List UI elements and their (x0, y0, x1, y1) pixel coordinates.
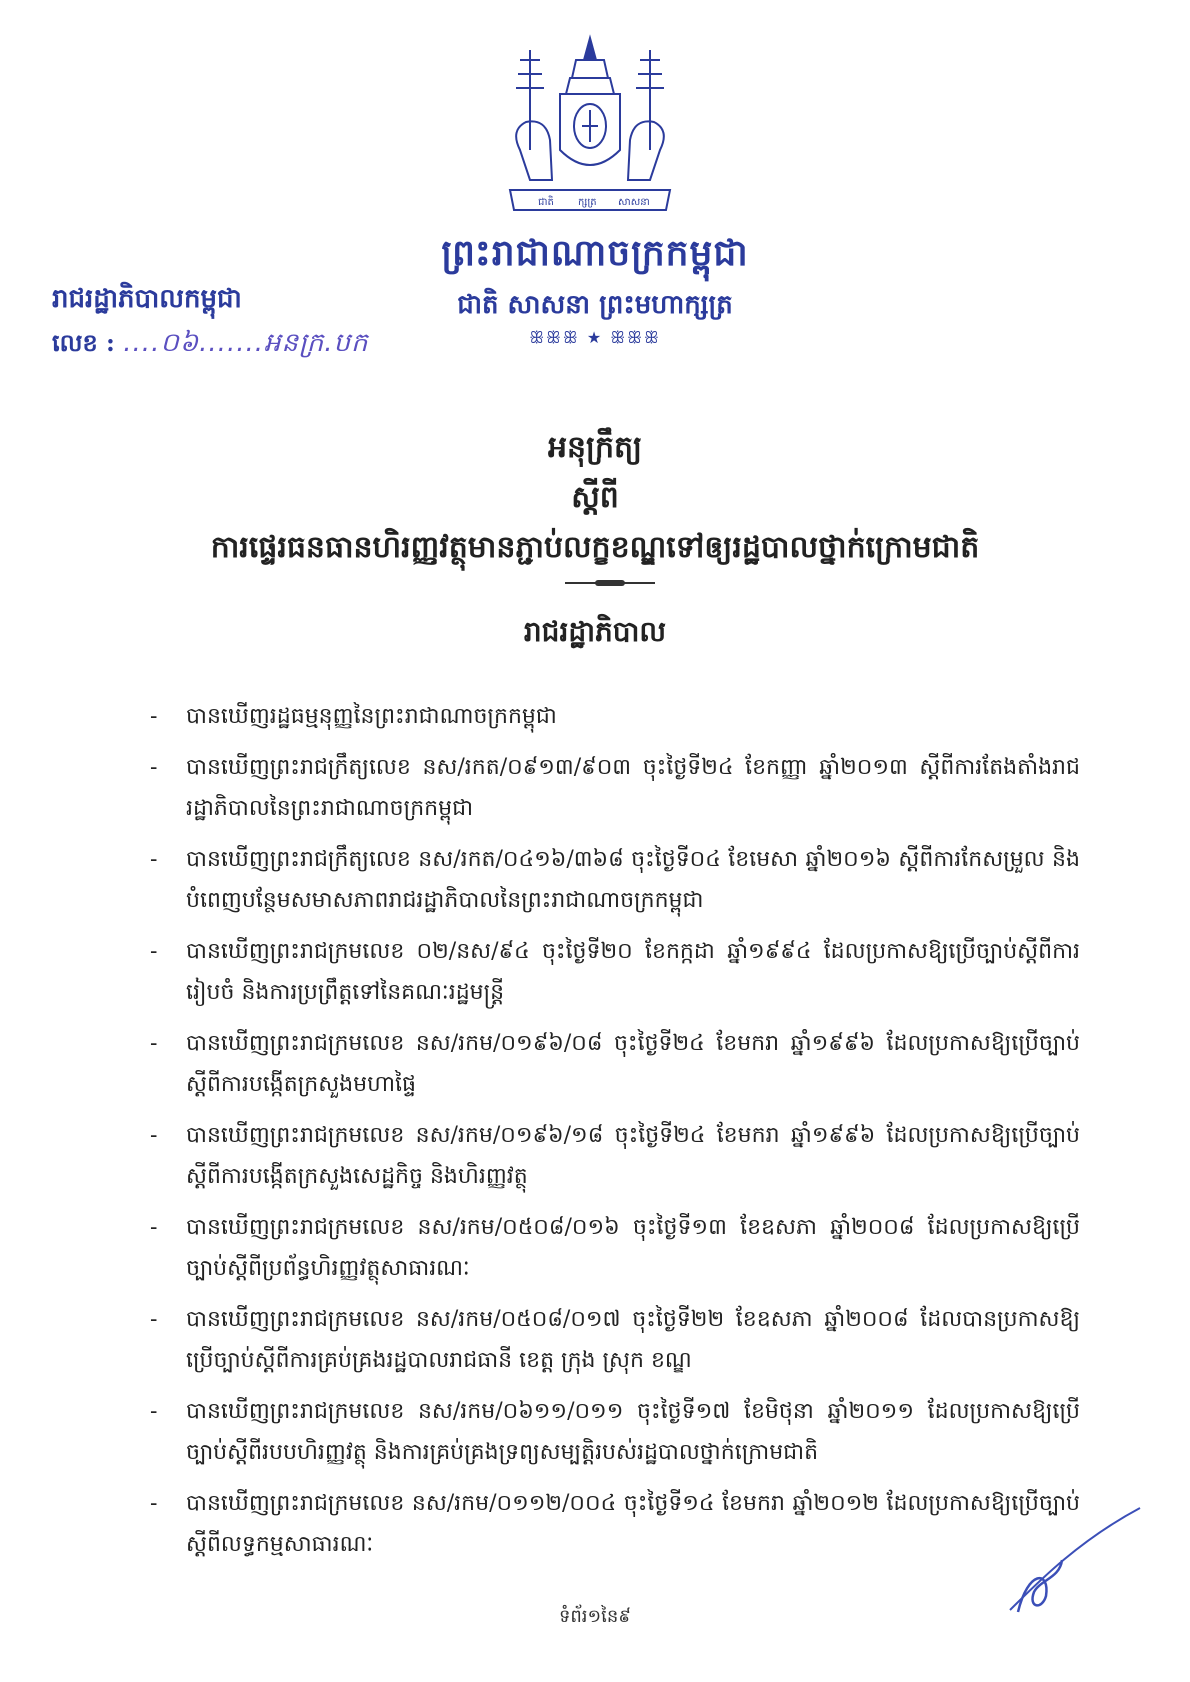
reference-number (52, 326, 369, 364)
list-item: - បានឃើញព្រះរាជក្រមលេខ នស/រកម/០១៩៦/១៨ ចុះថ្ងៃទី២៤ ខែមករា ឆ្នាំ១៩៩៦ ដែលប្រកាសឱ្យប្រើច្បាប់ស្តីពីការបង្កើតក្រសួងសេដ្ឋកិច្ច និងហិរញ្ញវត្ថុ (150, 1123, 1080, 1189)
royal-coat-of-arms-icon (490, 30, 690, 230)
legal-basis-list (150, 696, 1080, 1575)
title-divider (565, 582, 655, 584)
list-item: - បានឃើញព្រះរាជក្រមលេខ នស/រកម/០៦១១/០១១ ចុះថ្ងៃទី១៧ ខែមិថុនា ឆ្នាំ២០១១ ដែលប្រកាសឱ្យប្រើច្បាប់ស្តីពីរបបហិរញ្ញវត្ថុ និងការគ្រប់គ្រងទ្រព្យសម្បត្តិរបស់រដ្ឋបាលថ្នាក់ក្រោមជាតិ (150, 1399, 1080, 1465)
list-item: - បានឃើញព្រះរាជក្រមលេខ នស/រកម/០១១២/០០៤ ចុះថ្ងៃទី១៤ ខែមករា ឆ្នាំ២០១២ ដែលប្រកាសឱ្យប្រើច្បាប់ស្តីពីលទ្ធកម្មសាធារណៈ (150, 1491, 1080, 1557)
issuer-name: រាជរដ្ឋាភិបាលកម្ពុជា (52, 284, 242, 314)
ribbon-text-religion: សាសនា (618, 197, 650, 208)
list-item: - បានឃើញព្រះរាជក្រមលេខ ០២/នស/៩៤ ចុះថ្ងៃទី២០ ខែកក្កដា ឆ្នាំ១៩៩៤ ដែលប្រកាសឱ្យប្រើច្បាប់ស្តីពីការរៀបចំ និងការប្រព្រឹត្តទៅនៃគណៈរដ្ឋមន្ត្រី (150, 939, 1080, 1005)
ribbon-text-king: ក្សត្រ (578, 197, 597, 208)
ornament-divider: ꕥꕥꕥ ★ ꕥꕥꕥ (529, 328, 661, 347)
list-item: - បានឃើញរដ្ឋធម្មនុញ្ញនៃព្រះរាជាណាចក្រកម្ពុជា (150, 704, 557, 729)
kingdom-name: ព្រះរាជាណាចក្រកម្ពុជា (441, 232, 749, 274)
issuing-authority: រាជរដ្ឋាភិបាល (523, 615, 667, 648)
reference-label: លេខ : (52, 328, 115, 357)
document-subject: ការផ្ទេរធនធានហិរញ្ញវត្ថុមានភ្ជាប់លក្ខខណ្ឌទៅឲ្យរដ្ឋបាលថ្នាក់ក្រោមជាតិ (210, 530, 980, 565)
reference-value: ....០៦.......អនក្រ.បក (123, 328, 369, 358)
handwritten-signature-icon (1000, 1500, 1150, 1620)
list-item: - បានឃើញព្រះរាជក្រឹត្យលេខ នស/រកត/០៩១៣/៩០៣ ចុះថ្ងៃទី២៤ ខែកញ្ញា ឆ្នាំ២០១៣ ស្តីពីការតែងតាំងរាជរដ្ឋាភិបាលនៃព្រះរាជាណាចក្រកម្ពុជា (150, 755, 1080, 821)
list-item: - បានឃើញព្រះរាជក្រមលេខ នស/រកម/០៥០៨/០១៧ ចុះថ្ងៃទី២២ ខែឧសភា ឆ្នាំ២០០៨ ដែលបានប្រកាសឱ្យប្រើច្បាប់ស្តីពីការគ្រប់គ្រងរដ្ឋបាលរាជធានី ខេត្ត ក្រុង ស្រុក ខណ្ឌ (150, 1307, 1080, 1373)
document-about: ស្តីពី (571, 480, 619, 515)
list-item: - បានឃើញព្រះរាជក្រមលេខ នស/រកម/០១៩៦/០៨ ចុះថ្ងៃទី២៤ ខែមករា ឆ្នាំ១៩៩៦ ដែលប្រកាសឱ្យប្រើច្បាប់ស្តីពីការបង្កើតក្រសួងមហាផ្ទៃ (150, 1031, 1080, 1097)
national-motto: ជាតិ សាសនា ព្រះមហាក្សត្រ (457, 290, 733, 320)
document-type: អនុក្រឹត្យ (547, 430, 643, 465)
ribbon-text-nation: ជាតិ (538, 197, 554, 208)
list-item: - បានឃើញព្រះរាជក្រមលេខ នស/រកម/០៥០៨/០១៦ ចុះថ្ងៃទី១៣ ខែឧសភា ឆ្នាំ២០០៨ ដែលប្រកាសឱ្យប្រើច្បាប់ស្តីពីប្រព័ន្ធហិរញ្ញវត្ថុសាធារណៈ (150, 1215, 1080, 1281)
list-item: - បានឃើញព្រះរាជក្រឹត្យលេខ នស/រកត/០៤១៦/៣៦៨ ចុះថ្ងៃទី០៤ ខែមេសា ឆ្នាំ២០១៦ ស្តីពីការកែសម្រួល និងបំពេញបន្ថែមសមាសភាពរាជរដ្ឋាភិបាលនៃព្រះរាជាណាចក្រកម្ពុជា (150, 847, 1080, 913)
page-number: ទំព័រ១នៃ៩ (558, 1606, 632, 1627)
